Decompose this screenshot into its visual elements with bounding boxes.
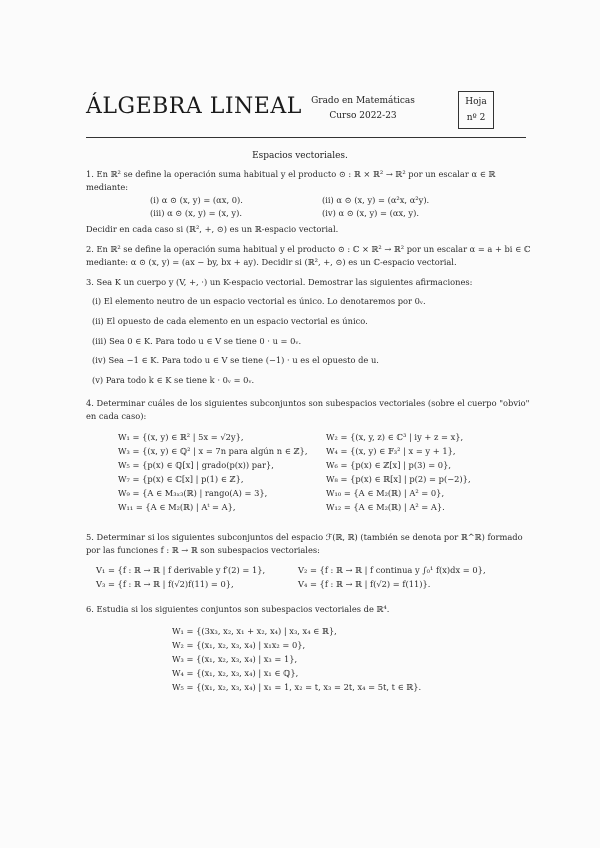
- problem-1-question: Decidir en cada caso si (ℝ², +, ⊙) es un ℝ-espacio vectorial.: [86, 224, 339, 234]
- section-title: Espacios vectoriales.: [252, 151, 348, 161]
- problem-6-w2: W₂ = {(x₁, x₂, x₃, x₄) | x₁x₂ = 0},: [172, 640, 306, 650]
- academic-year: Curso 2022-23: [329, 111, 397, 121]
- problem-6-intro: 6. Estudia si los siguientes conjuntos son subespacios vectoriales de ℝ⁴.: [86, 604, 390, 614]
- problem-2-line-2: mediante: α ⊙ (x, y) = (ax − by, bx + ay). Decidir si (ℝ², +, ⊙) es un ℂ-espacio vectorial.: [86, 257, 457, 267]
- problem-3-item-i: (i) El elemento neutro de un espacio vectorial es único. Lo denotaremos por 0ᵥ.: [92, 296, 426, 306]
- sheet-number-box: [458, 91, 494, 129]
- problem-4-w2: W₂ = {(x, y, z) ∈ ℂ³ | iy + z = x},: [326, 432, 464, 442]
- problem-1-intro: 1. En ℝ² se define la operación suma habitual y el producto ⊙ : ℝ × ℝ² → ℝ² por un escalar α ∈ ℝ: [86, 169, 496, 179]
- problem-4-w10: W₁₀ = {A ∈ M₂(ℝ) | A² = 0},: [326, 488, 445, 498]
- problem-4-w11: W₁₁ = {A ∈ M₂(ℝ) | Aᵗ = A},: [118, 502, 236, 512]
- problem-6-w5: W₅ = {(x₁, x₂, x₃, x₄) | x₁ = 1, x₂ = t, x₃ = 2t, x₄ = 5t, t ∈ ℝ}.: [172, 682, 422, 692]
- problem-6-w1: W₁ = {(3x₃, x₂, x₁ + x₂, x₄) | x₃, x₄ ∈ ℝ},: [172, 626, 337, 636]
- sheet-number: nº 2: [466, 113, 486, 123]
- problem-4-w1: W₁ = {(x, y) ∈ ℝ² | 5x = √2y},: [118, 432, 244, 442]
- problem-1-intro-cont: mediante:: [86, 182, 129, 192]
- problem-4-w6: W₆ = {p(x) ∈ ℤ[x] | p(3) = 0},: [326, 460, 452, 470]
- problem-5-line-1: 5. Determinar si los siguientes subconjuntos del espacio ℱ(ℝ, ℝ) (también se denota por ℝ^ℝ) formado: [86, 532, 523, 542]
- problem-3-intro: 3. Sea K un cuerpo y (V, +, ·) un K-espacio vectorial. Demostrar las siguientes afirmaciones:: [86, 277, 473, 287]
- problem-4-w5: W₅ = {p(x) ∈ ℚ[x] | grado(p(x)) par},: [118, 460, 274, 470]
- problem-3-item-v: (v) Para todo k ∈ K se tiene k · 0ᵥ = 0ᵥ.: [92, 375, 255, 385]
- problem-3-item-ii: (ii) El opuesto de cada elemento en un espacio vectorial es único.: [92, 316, 368, 326]
- problem-2-line-1: 2. En ℝ² se define la operación suma habitual y el producto ⊙ : ℂ × ℝ² → ℝ² por un escalar α = a + bi ∈ ℂ: [86, 244, 531, 254]
- problem-3-item-iii: (iii) Sea 0 ∈ K. Para todo u ∈ V se tiene 0 · u = 0ᵥ.: [92, 336, 302, 346]
- problem-4-w4: W₄ = {(x, y) ∈ 𝔽₃² | x = y + 1},: [326, 446, 456, 456]
- problem-4-w12: W₁₂ = {A ∈ M₂(ℝ) | A² = A}.: [326, 502, 445, 512]
- course-title: ÁLGEBRA LINEAL: [86, 94, 302, 119]
- problem-4-w7: W₇ = {p(x) ∈ ℂ[x] | p(1) ∈ ℤ},: [118, 474, 244, 484]
- problem-6-w4: W₄ = {(x₁, x₂, x₃, x₄) | x₁ ∈ ℚ},: [172, 668, 299, 678]
- problem-4-intro-cont: en cada caso):: [86, 411, 147, 421]
- sheet-header: [86, 90, 526, 138]
- problem-4-w8: W₈ = {p(x) ∈ ℝ[x] | p(2) = p(−2)},: [326, 474, 471, 484]
- degree-name: Grado en Matemáticas: [311, 96, 415, 106]
- problem-5-v1: V₁ = {f : ℝ → ℝ | f derivable y f′(2) = 1},: [96, 565, 266, 575]
- problem-6-w3: W₃ = {(x₁, x₂, x₃, x₄) | x₃ = 1},: [172, 654, 298, 664]
- header-rule: [86, 137, 526, 138]
- problem-3-item-iv: (iv) Sea −1 ∈ K. Para todo u ∈ V se tiene (−1) · u es el opuesto de u.: [92, 355, 379, 365]
- problem-4-w9: W₉ = {A ∈ M₃ₓ₃(ℝ) | rango(A) = 3},: [118, 488, 268, 498]
- problem-5-v4: V₄ = {f : ℝ → ℝ | f(√2) = f(11)}.: [298, 579, 431, 589]
- problem-5-line-2: por las funciones f : ℝ → ℝ son subespacios vectoriales:: [86, 545, 320, 555]
- course-info: [298, 94, 428, 124]
- sheet-label: Hoja: [465, 97, 487, 107]
- problem-4-w3: W₃ = {(x, y) ∈ ℚ² | x = 7n para algún n ∈ ℤ},: [118, 446, 308, 456]
- problem-4-intro: 4. Determinar cuáles de los siguientes subconjuntos son subespacios vectoriales (sobre el cuerpo "obvio": [86, 398, 530, 408]
- problem-1-item-ii: (ii) α ⊙ (x, y) = (α²x, α²y).: [322, 195, 430, 205]
- problem-1-item-i: (i) α ⊙ (x, y) = (αx, 0).: [150, 195, 243, 205]
- problem-1-item-iii: (iii) α ⊙ (x, y) = (x, y).: [150, 208, 242, 218]
- problem-5-v3: V₃ = {f : ℝ → ℝ | f(√2)f(11) = 0},: [96, 579, 234, 589]
- problem-5-v2: V₂ = {f : ℝ → ℝ | f continua y ∫₀¹ f(x)dx = 0},: [298, 565, 486, 575]
- problem-1-item-iv: (iv) α ⊙ (x, y) = (αx, y).: [322, 208, 419, 218]
